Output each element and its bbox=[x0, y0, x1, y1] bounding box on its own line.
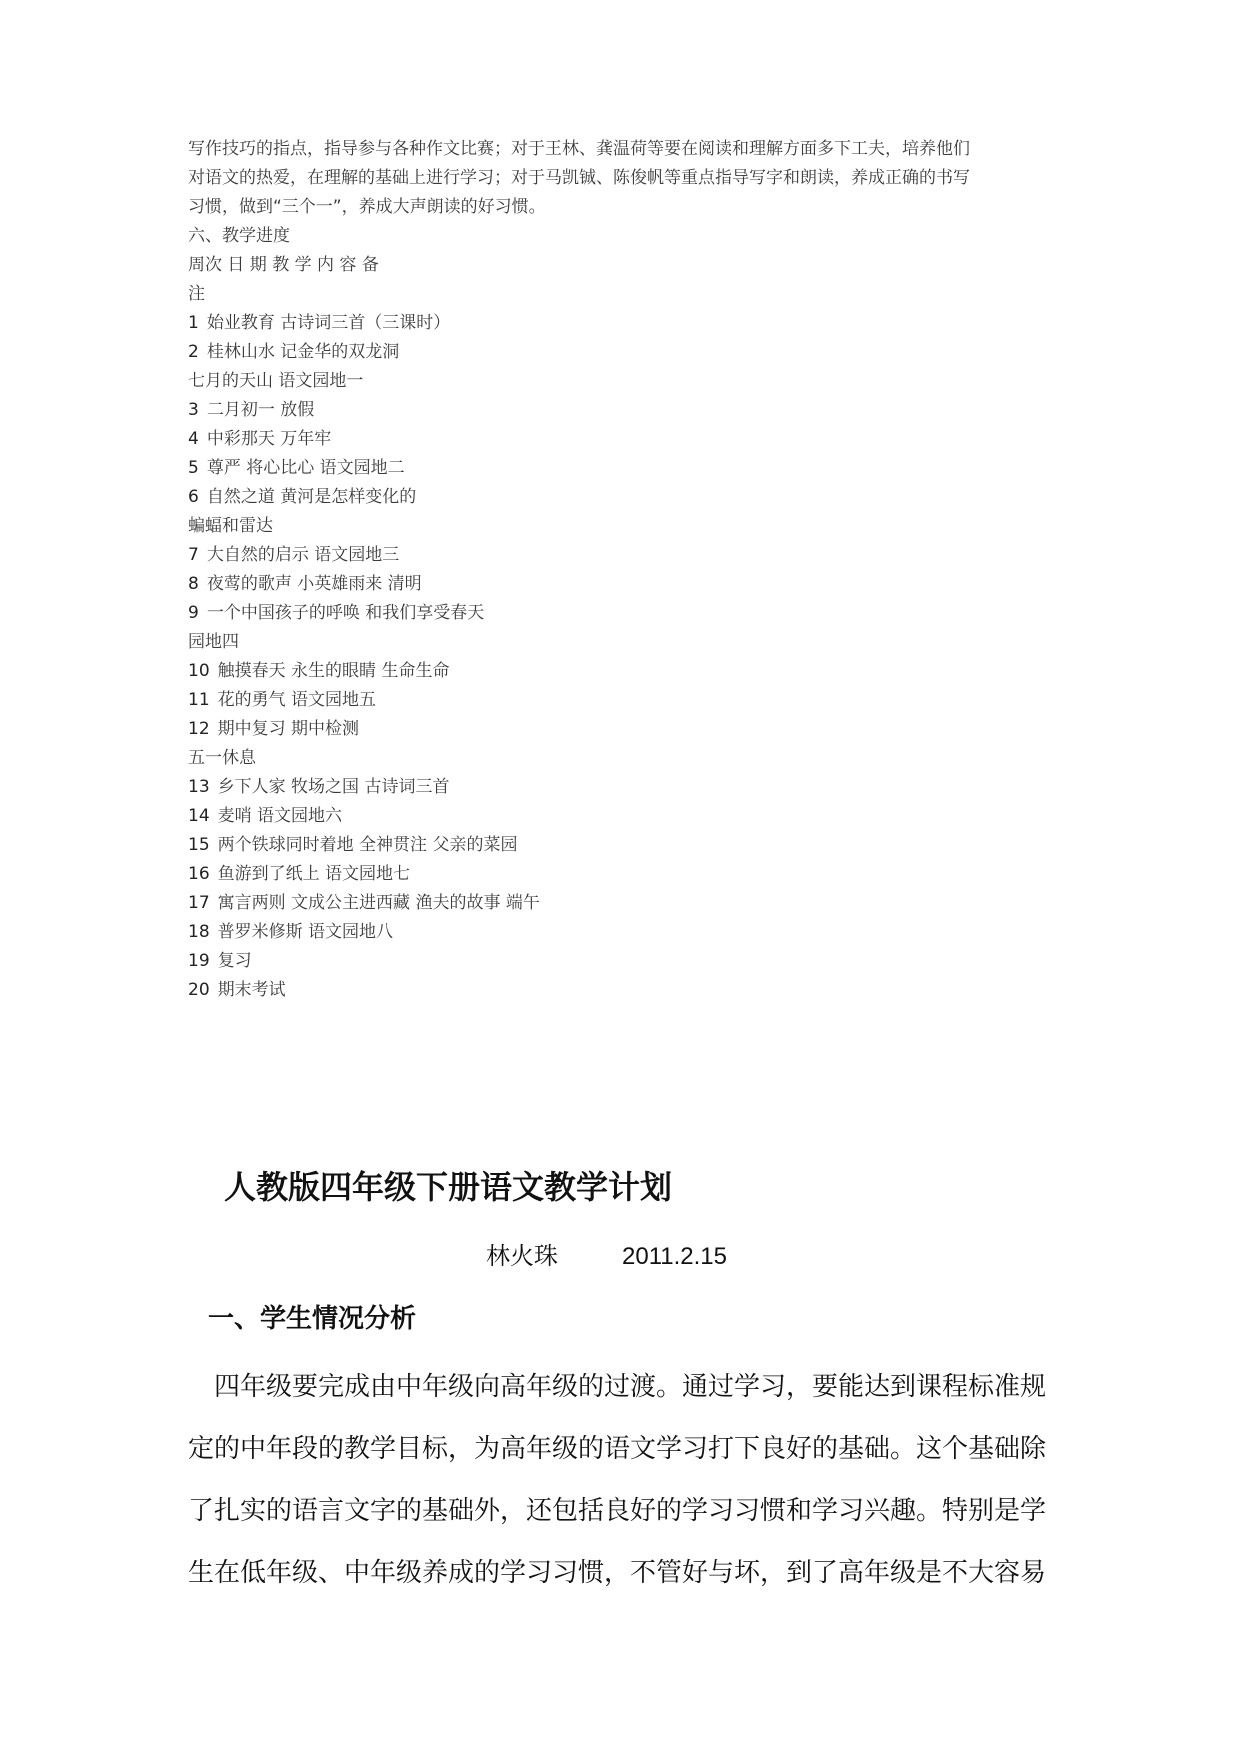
schedule-row bbox=[188, 313, 450, 333]
schedule-row bbox=[188, 806, 342, 826]
week-number: 4 bbox=[188, 429, 199, 449]
lesson-text: 桂林山水 记金华的双龙洞 bbox=[206, 342, 400, 362]
schedule-row bbox=[188, 603, 484, 623]
table-header-wrap: 注 bbox=[188, 284, 205, 304]
week-number: 6 bbox=[188, 487, 199, 507]
lesson-text: 大自然的启示 语文园地三 bbox=[206, 545, 400, 565]
body-line: 四年级要完成由中年级向高年级的过渡。通过学习，要能达到课程标准规 bbox=[188, 1372, 1047, 1402]
lesson-text: 蝙蝠和雷达 bbox=[188, 516, 273, 536]
schedule-row bbox=[188, 980, 286, 1000]
week-number: 15 bbox=[188, 835, 210, 855]
week-number: 11 bbox=[188, 690, 210, 710]
lesson-text: 七月的天山 语文园地一 bbox=[188, 371, 364, 391]
body-line: 定的中年段的教学目标，为高年级的语文学习打下良好的基础。这个基础除 bbox=[188, 1434, 1047, 1464]
date: 2011.2.15 bbox=[622, 1243, 727, 1270]
schedule-row bbox=[188, 574, 422, 594]
week-number: 14 bbox=[188, 806, 210, 826]
lesson-text: 鱼游到了纸上 语文园地七 bbox=[217, 864, 411, 884]
schedule-row bbox=[188, 690, 376, 710]
week-number: 19 bbox=[188, 951, 210, 971]
author: 林火珠 bbox=[486, 1242, 558, 1270]
schedule-row bbox=[188, 545, 399, 565]
week-number: 8 bbox=[188, 574, 199, 594]
schedule-row bbox=[188, 835, 517, 855]
schedule-row bbox=[188, 661, 449, 681]
section-heading-1: 一、学生情况分析 bbox=[208, 1304, 417, 1334]
week-number: 5 bbox=[188, 458, 199, 478]
lesson-text: 两个铁球同时着地 全神贯注 父亲的菜园 bbox=[217, 835, 518, 855]
lesson-text: 园地四 bbox=[188, 632, 239, 652]
lesson-text: 期末考试 bbox=[217, 980, 286, 1000]
lesson-text: 触摸春天 永生的眼睛 生命生命 bbox=[217, 661, 450, 681]
intro-line: 习惯，做到“三个一”，养成大声朗读的好习惯。 bbox=[188, 197, 546, 217]
schedule-row bbox=[188, 748, 256, 768]
week-number: 10 bbox=[188, 661, 210, 681]
week-number: 18 bbox=[188, 922, 210, 942]
week-number: 9 bbox=[188, 603, 199, 623]
week-number: 17 bbox=[188, 893, 210, 913]
intro-line: 对语文的热爱，在理解的基础上进行学习；对于马凯铖、陈俊帆等重点指导写字和朗读，养成正确的书写 bbox=[188, 168, 970, 188]
schedule-row bbox=[188, 922, 393, 942]
schedule-row bbox=[188, 516, 273, 536]
schedule-row bbox=[188, 864, 410, 884]
table-header: 周次 日 期 教 学 内 容 备 bbox=[188, 255, 379, 275]
week-number: 3 bbox=[188, 400, 199, 420]
body-line: 生在低年级、中年级养成的学习习惯，不管好与坏，到了高年级是不大容易 bbox=[188, 1558, 1047, 1588]
schedule-row bbox=[188, 342, 399, 362]
lesson-text: 复习 bbox=[217, 951, 252, 971]
schedule-row bbox=[188, 951, 252, 971]
schedule-row bbox=[188, 719, 359, 739]
lesson-text: 期中复习 期中检测 bbox=[217, 719, 360, 739]
lesson-text: 一个中国孩子的呼唤 和我们享受春天 bbox=[206, 603, 485, 623]
lesson-text: 乡下人家 牧场之国 古诗词三首 bbox=[217, 777, 450, 797]
schedule-row bbox=[188, 429, 331, 449]
byline bbox=[486, 1236, 727, 1271]
lesson-text: 麦哨 语文园地六 bbox=[217, 806, 343, 826]
lesson-text: 五一休息 bbox=[188, 748, 256, 768]
schedule-row bbox=[188, 777, 449, 797]
week-number: 20 bbox=[188, 980, 210, 1000]
lesson-text: 始业教育 古诗词三首（三课时） bbox=[206, 313, 451, 333]
schedule-row bbox=[188, 371, 363, 391]
schedule-row bbox=[188, 487, 416, 507]
intro-line: 写作技巧的指点，指导参与各种作文比赛；对于王林、龚温荷等要在阅读和理解方面多下工夫，培养他们 bbox=[188, 139, 970, 159]
week-number: 1 bbox=[188, 313, 199, 333]
week-number: 13 bbox=[188, 777, 210, 797]
lesson-text: 自然之道 黄河是怎样变化的 bbox=[206, 487, 417, 507]
lesson-text: 花的勇气 语文园地五 bbox=[217, 690, 377, 710]
lesson-text: 普罗米修斯 语文园地八 bbox=[217, 922, 394, 942]
week-number: 12 bbox=[188, 719, 210, 739]
schedule-row bbox=[188, 400, 314, 420]
lesson-text: 尊严 将心比心 语文园地二 bbox=[206, 458, 405, 478]
lesson-text: 二月初一 放假 bbox=[206, 400, 315, 420]
document-title: 人教版四年级下册语文教学计划 bbox=[224, 1168, 673, 1206]
schedule-row bbox=[188, 632, 239, 652]
week-number: 7 bbox=[188, 545, 199, 565]
body-line: 了扎实的语言文字的基础外，还包括良好的学习习惯和学习兴趣。特别是学 bbox=[188, 1496, 1047, 1526]
lesson-text: 夜莺的歌声 小英雄雨来 清明 bbox=[206, 574, 422, 594]
section-heading-6: 六、教学进度 bbox=[188, 226, 290, 246]
week-number: 16 bbox=[188, 864, 210, 884]
schedule-row bbox=[188, 893, 540, 913]
lesson-text: 中彩那天 万年牢 bbox=[206, 429, 332, 449]
lesson-text: 寓言两则 文成公主进西藏 渔夫的故事 端午 bbox=[217, 893, 540, 913]
schedule-row bbox=[188, 458, 405, 478]
week-number: 2 bbox=[188, 342, 199, 362]
